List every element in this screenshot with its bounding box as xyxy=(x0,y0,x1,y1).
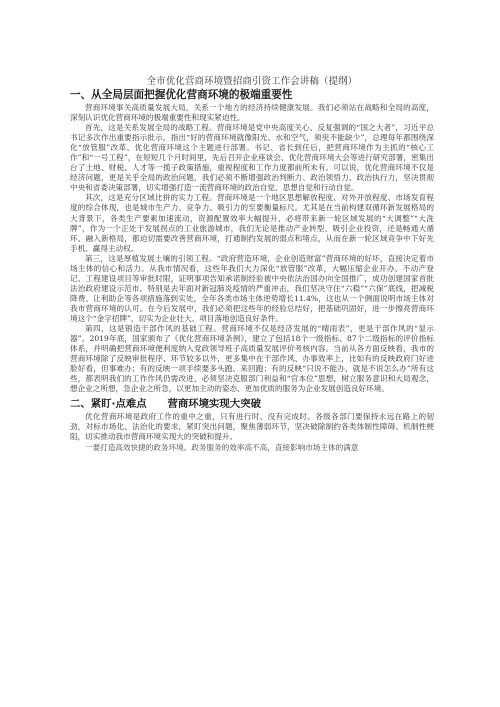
paragraph: 首先，这是关系发展全局的战略工程。营商环境是党中央高度关心、反复强调的“国之大者”，习近平总书记多次作出重要指示批示，指出“好的营商环境就像阳光、水和空气，须臾不能缺少”，总理每年都围绕深化“放管服”改革、优化营商环境这个主题进行部署。书记、省长到任后，把营商环境作为主抓的“核心工作”和“一号工程”，在短短几个月时间里，先后召开企业座谈会、优化营商环境大会等进行研究部署，密集出台了土地、财税、人才等一揽子政策措施，重视程度和工作力度都前所未有。可以说，优化营商环境不仅是经济问题，更是关乎全局的政治问题，我们必须不断增强政治判断力、政治领悟力、政治执行力，坚决贯彻中央和省委决策部署，切实增强打造一流营商环境的政治自觉、思想自觉和行动自觉。 xyxy=(70,123,434,193)
paragraph: 第三，这是厚植发展土壤的引领工程。“政府营造环境，企业创造财富”营商环境的好坏，直接决定着市场主体的信心和活力。从我市情况看，这些年我们大力深化“放管服”改革，大幅压缩企业开办、不动产登记、工程建设项目等审批时限，证明事项告知承诺制经验被中央依法治国办向全国推广，成功创建国家首批法治政府建设示范市。特别是去年面对新冠肺炎疫情的严重冲击，我们坚决守住“六稳”“六保”底线，把减税降费、让利助企等各项措施落到实处，全年各类市场主体逆势增长11.4%，这也从一个侧面说明市场主体对我市营商环境的认可。在今后发展中，我们必须把这些年的经验总结好，把基础巩固好，进一步擦亮营商环境这个“金字招牌”，切实为企业壮大、项目落地创造良好条件。 xyxy=(70,253,434,323)
section-heading-2: 二、紧盯·点难点 营商环境实现大突破 xyxy=(70,398,261,411)
section-heading-1: 一、从全局层面把握优化营商环境的极端重要性 xyxy=(70,89,293,101)
document-title: 全市优化营商环境暨招商引资工作会讲稿（提纲） xyxy=(146,76,358,87)
paragraph: 优化营商环境是政府工作的重中之重，只有进行时、没有完成时。各级各部门要保持永远在路上的韧劲，对标市场化、法治化的要求，紧盯突出问题，聚焦薄弱环节，坚决破除制约各类体制性障碍、机制性梗阻，切实推动我市营商环境实现大的突破和提升。 xyxy=(70,412,434,442)
paragraph: 营商环境事关高质量发展大局，关系一个地方的经济持续健康发展。我们必须站在战略和全局的高度，深刻认识优化营商环境的极端重要性和现实紧迫性。 xyxy=(70,103,434,123)
paragraph: 一要打造高效快捷的政务环境。政务服务的效率高不高，直接影响市场主体的满意 xyxy=(85,442,359,452)
paragraph: 其次，这是充分区域比拼的实力工程。营商环境是一个地区思想解放程度、对外开放程度、市场发育程度的综合体现，也是城市生产力、竞争力、吸引力的至要衡量标尺。尤其是在当前构建双循环新发展格局的大背景下，各类生产要素加速流动，资源配置效率大幅提升，必将带来新一轮区域发展的“大调整”“大洗牌”，作为一个正处于发展拐点的工业旅游城市，我们无论是推动产业转型、吸引企业投资，还是畅通大循环、融入新格局，都迫切需要改善营商环境，打通制约发展的弱点和堵点，从而在新一轮区域竞争中下好先手机、赢得主动权。 xyxy=(70,193,434,253)
paragraph: 第四，这是锻造干部作风的基础工程。营商环境不仅是经济发展的“晴雨表”，更是干部作风的“显示器”。2019年底，国家颁布了《优化营商环境条例》，建立了包括18个一级指标、87个二级指标的评价指标体系，并明确把营商环境便利度纳入党政领导班子高质量发展评价考核内容。当前从各方面反映看，我市的营商环境除了反映审批程序、环节较多以外，更多集中在干部作风、办事效率上，比如有的反映政府门好进脸好看，但事难办；有的反映一项手续要多头跑、来回跑；有的反映“只说不能办，就是不说怎么办”所有这些，都表明我们的工作作风仍需改进，必须坚决克服部门利益和“官本位”思想，树立服务意识和大局观念，想企业之所想，急企业之所急，以更加主动的姿态、更加优质的服务为企业发展创造良好环境。 xyxy=(70,324,434,394)
